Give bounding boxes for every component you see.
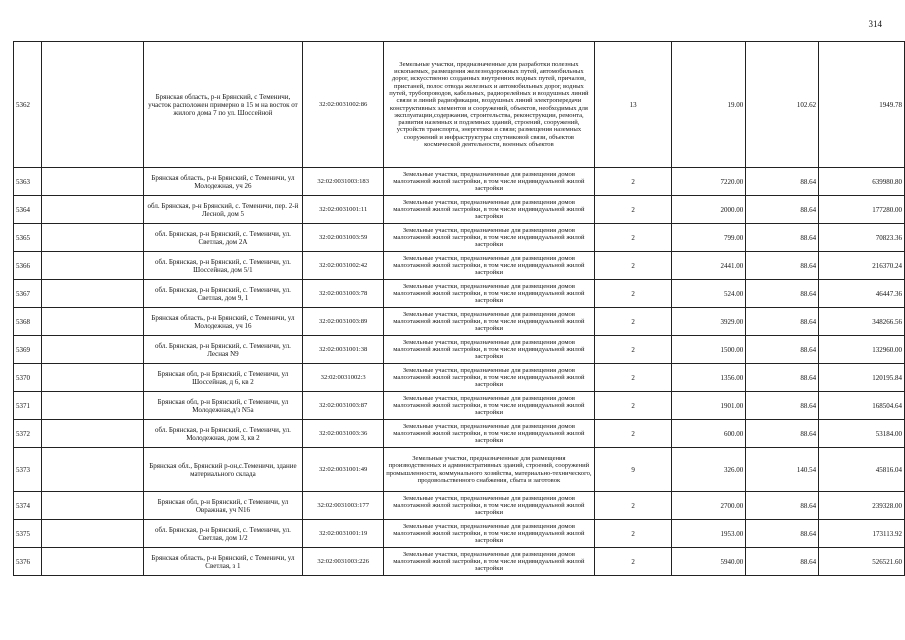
area-cell: 7220.00 <box>672 168 746 196</box>
address-cell: Брянская обл., Брянский р-он,с.Теменичи, здание материального склада <box>143 448 303 492</box>
row-number: 5375 <box>14 520 42 548</box>
row-number: 5374 <box>14 492 42 520</box>
cadastral-value-cell: 239328.00 <box>819 492 905 520</box>
land-use-cell: Земельные участки, предназначенные для размещения домов малоэтажной жилой застройки, в том числе индивидуальной жилой застройки <box>384 520 595 548</box>
area-cell: 1953.00 <box>672 520 746 548</box>
category-cell: 2 <box>594 392 672 420</box>
cadastral-registry-table <box>13 41 905 576</box>
table-row <box>14 42 905 168</box>
cadastral-number-cell: 32:02:0031002:3 <box>303 364 384 392</box>
cadastral-value-cell: 216370.24 <box>819 252 905 280</box>
category-cell: 2 <box>594 336 672 364</box>
land-use-cell: Земельные участки, предназначенные для размещения домов малоэтажной жилой застройки, в том числе индивидуальной жилой застройки <box>384 252 595 280</box>
row-number: 5367 <box>14 280 42 308</box>
table-row <box>14 364 905 392</box>
cadastral-value-cell: 177280.00 <box>819 196 905 224</box>
row-number: 5369 <box>14 336 42 364</box>
rate-cell: 88.64 <box>746 492 819 520</box>
cadastral-number-cell: 32:02:0031003:177 <box>303 492 384 520</box>
category-cell: 2 <box>594 196 672 224</box>
empty-cell <box>41 548 143 576</box>
empty-cell <box>41 280 143 308</box>
rate-cell: 88.64 <box>746 520 819 548</box>
cadastral-value-cell: 348266.56 <box>819 308 905 336</box>
category-cell: 2 <box>594 280 672 308</box>
empty-cell <box>41 364 143 392</box>
empty-cell <box>41 308 143 336</box>
table-row <box>14 196 905 224</box>
table-row <box>14 420 905 448</box>
table-row <box>14 492 905 520</box>
address-cell: обл. Брянская, р-н Брянский, с. Теменичи, ул. Светлая, дом 1/2 <box>143 520 303 548</box>
area-cell: 19.00 <box>672 42 746 168</box>
address-cell: Брянская обл, р-н Брянский, с Теменичи, ул Овражная, уч N16 <box>143 492 303 520</box>
land-use-cell: Земельные участки, предназначенные для размещения домов малоэтажной жилой застройки, в том числе индивидуальной жилой застройки <box>384 420 595 448</box>
land-use-cell: Земельные участки, предназначенные для размещения домов малоэтажной жилой застройки, в том числе индивидуальной жилой застройки <box>384 336 595 364</box>
cadastral-number-cell: 32:02:0031002:86 <box>303 42 384 168</box>
rate-cell: 140.54 <box>746 448 819 492</box>
address-cell: Брянская обл, р-н Брянский, с Теменичи, ул Шоссейная, д 6, кв 2 <box>143 364 303 392</box>
land-use-cell: Земельные участки, предназначенные для размещения домов малоэтажной жилой застройки, в том числе индивидуальной жилой застройки <box>384 492 595 520</box>
cadastral-number-cell: 32:02:0031003:36 <box>303 420 384 448</box>
area-cell: 600.00 <box>672 420 746 448</box>
rate-cell: 88.64 <box>746 364 819 392</box>
cadastral-number-cell: 32:02:0031002:42 <box>303 252 384 280</box>
rate-cell: 88.64 <box>746 280 819 308</box>
empty-cell <box>41 224 143 252</box>
category-cell: 2 <box>594 308 672 336</box>
row-number: 5371 <box>14 392 42 420</box>
rate-cell: 88.64 <box>746 168 819 196</box>
row-number: 5362 <box>14 42 42 168</box>
category-cell: 9 <box>594 448 672 492</box>
category-cell: 2 <box>594 520 672 548</box>
empty-cell <box>41 336 143 364</box>
table-row <box>14 520 905 548</box>
land-use-cell: Земельные участки, предназначенные для разработки полезных ископаемых, размещения железнодорожных путей, автомобильных дорог, искусственно созданных внутренних водных путей, причалов, пристаней, полос отвода железных и автомобильных дорог, водных путей, трубопроводов, кабельных, радиорелейных и воздушных линий связи и линий радиофикации, воздушных линий электропередачи конструктивных элементов и сооружений, объектов, необходимых для эксплуатации,содержания, строительства, реконструкции, ремонта, развития наземных и подземных зданий, строений, сооружений, устройств транспорта, энергетики и связи; размещения наземных сооружений и инфраструктуры спутниковой связи, объектов космической деятельности, военных объектов <box>384 42 595 168</box>
cadastral-number-cell: 32:02:0031003:226 <box>303 548 384 576</box>
rate-cell: 88.64 <box>746 196 819 224</box>
category-cell: 2 <box>594 224 672 252</box>
land-use-cell: Земельные участки, предназначенные для размещения домов малоэтажной жилой застройки, в том числе индивидуальной жилой застройки <box>384 548 595 576</box>
table-row <box>14 336 905 364</box>
category-cell: 2 <box>594 492 672 520</box>
cadastral-value-cell: 168504.64 <box>819 392 905 420</box>
land-use-cell: Земельные участки, предназначенные для размещения домов малоэтажной жилой застройки, в том числе индивидуальной жилой застройки <box>384 364 595 392</box>
empty-cell <box>41 492 143 520</box>
area-cell: 326.00 <box>672 448 746 492</box>
cadastral-number-cell: 32:02:0031003:59 <box>303 224 384 252</box>
rate-cell: 88.64 <box>746 392 819 420</box>
address-cell: Брянская область, р-н Брянский, с Теменичи, ул Молодежная, уч 16 <box>143 308 303 336</box>
cadastral-number-cell: 32:02:0031003:89 <box>303 308 384 336</box>
empty-cell <box>41 252 143 280</box>
cadastral-value-cell: 120195.84 <box>819 364 905 392</box>
rate-cell: 88.64 <box>746 308 819 336</box>
cadastral-value-cell: 45816.04 <box>819 448 905 492</box>
empty-cell <box>41 392 143 420</box>
area-cell: 2700.00 <box>672 492 746 520</box>
cadastral-value-cell: 173113.92 <box>819 520 905 548</box>
land-use-cell: Земельные участки, предназначенные для размещения домов малоэтажной жилой застройки, в том числе индивидуальной жилой застройки <box>384 196 595 224</box>
rate-cell: 102.62 <box>746 42 819 168</box>
address-cell: Брянская обл, р-н Брянский, с Теменичи, ул Молодежная,д/з N5а <box>143 392 303 420</box>
cadastral-value-cell: 70823.36 <box>819 224 905 252</box>
cadastral-value-cell: 1949.78 <box>819 42 905 168</box>
row-number: 5373 <box>14 448 42 492</box>
page-number: 314 <box>868 19 882 29</box>
empty-cell <box>41 196 143 224</box>
cadastral-value-cell: 132960.00 <box>819 336 905 364</box>
address-cell: обл. Брянская, р-н Брянский, с. Теменичи, ул. Шоссейная, дом 5/1 <box>143 252 303 280</box>
category-cell: 2 <box>594 252 672 280</box>
area-cell: 1901.00 <box>672 392 746 420</box>
cadastral-value-cell: 53184.00 <box>819 420 905 448</box>
address-cell: обл. Брянская, р-н Брянский, с. Теменичи, ул. Светлая, дом 2А <box>143 224 303 252</box>
cadastral-number-cell: 32:02:0031003:78 <box>303 280 384 308</box>
cadastral-value-cell: 526521.60 <box>819 548 905 576</box>
table-row <box>14 308 905 336</box>
category-cell: 2 <box>594 364 672 392</box>
rate-cell: 88.64 <box>746 252 819 280</box>
address-cell: обл. Брянская, р-н Брянский, с. Теменичи, пер. 2-й Лесной, дом 5 <box>143 196 303 224</box>
cadastral-number-cell: 32:02:0031003:87 <box>303 392 384 420</box>
cadastral-value-cell: 46447.36 <box>819 280 905 308</box>
cadastral-number-cell: 32:02:0031003:183 <box>303 168 384 196</box>
area-cell: 1356.00 <box>672 364 746 392</box>
land-use-cell: Земельные участки, предназначенные для размещения домов малоэтажной жилой застройки, в том числе индивидуальной жилой застройки <box>384 308 595 336</box>
rate-cell: 88.64 <box>746 420 819 448</box>
address-cell: Брянская область, р-н Брянский, с Теменичи, ул Молодежная, уч 26 <box>143 168 303 196</box>
land-use-cell: Земельные участки, предназначенные для размещения домов малоэтажной жилой застройки, в том числе индивидуальной жилой застройки <box>384 280 595 308</box>
area-cell: 5940.00 <box>672 548 746 576</box>
address-cell: обл. Брянская, р-н Брянский, с. Теменичи, ул. Молодежная, дом 3, кв 2 <box>143 420 303 448</box>
rate-cell: 88.64 <box>746 224 819 252</box>
cadastral-number-cell: 32:02:0031001:11 <box>303 196 384 224</box>
rate-cell: 88.64 <box>746 548 819 576</box>
row-number: 5363 <box>14 168 42 196</box>
category-cell: 13 <box>594 42 672 168</box>
row-number: 5370 <box>14 364 42 392</box>
table-row <box>14 392 905 420</box>
address-cell: обл. Брянская, р-н Брянский, с. Теменичи, ул. Светлая, дом 9, 1 <box>143 280 303 308</box>
category-cell: 2 <box>594 548 672 576</box>
area-cell: 799.00 <box>672 224 746 252</box>
empty-cell <box>41 420 143 448</box>
table-row <box>14 280 905 308</box>
table-row <box>14 224 905 252</box>
row-number: 5365 <box>14 224 42 252</box>
row-number: 5372 <box>14 420 42 448</box>
area-cell: 1500.00 <box>672 336 746 364</box>
empty-cell <box>41 448 143 492</box>
category-cell: 2 <box>594 420 672 448</box>
area-cell: 2441.00 <box>672 252 746 280</box>
address-cell: Брянская область, р-н Брянский, с Теменичи, ул Светлая, з 1 <box>143 548 303 576</box>
row-number: 5368 <box>14 308 42 336</box>
land-use-cell: Земельные участки, предназначенные для размещения домов малоэтажной жилой застройки, в том числе индивидуальной жилой застройки <box>384 392 595 420</box>
empty-cell <box>41 168 143 196</box>
area-cell: 2000.00 <box>672 196 746 224</box>
row-number: 5376 <box>14 548 42 576</box>
table-row <box>14 548 905 576</box>
address-cell: обл. Брянская, р-н Брянский, с. Теменичи, ул. Лесная N9 <box>143 336 303 364</box>
table-row <box>14 252 905 280</box>
area-cell: 524.00 <box>672 280 746 308</box>
cadastral-number-cell: 32:02:0031001:19 <box>303 520 384 548</box>
category-cell: 2 <box>594 168 672 196</box>
area-cell: 3929.00 <box>672 308 746 336</box>
land-use-cell: Земельные участки, предназначенные для размещения домов малоэтажной жилой застройки, в том числе индивидуальной жилой застройки <box>384 224 595 252</box>
empty-cell <box>41 520 143 548</box>
table-row <box>14 448 905 492</box>
cadastral-number-cell: 32:02:0031001:49 <box>303 448 384 492</box>
row-number: 5366 <box>14 252 42 280</box>
land-use-cell: Земельные участки, предназначенные для размещения домов малоэтажной жилой застройки, в том числе индивидуальной жилой застройки <box>384 168 595 196</box>
empty-cell <box>41 42 143 168</box>
table-row <box>14 168 905 196</box>
cadastral-value-cell: 639980.80 <box>819 168 905 196</box>
address-cell: Брянская область, р-н Брянский, с Теменичи, участок расположен примерно в 15 м на восток от жилого дома 7 по ул. Шоссейной <box>143 42 303 168</box>
row-number: 5364 <box>14 196 42 224</box>
land-use-cell: Земельные участки, предназначенные для размещения производственных и административных зданий, строений, сооружений промышленности, коммунального хозяйства, материально-технического, продовольственного снабжения, сбыта и заготовок <box>384 448 595 492</box>
cadastral-number-cell: 32:02:0031001:38 <box>303 336 384 364</box>
rate-cell: 88.64 <box>746 336 819 364</box>
